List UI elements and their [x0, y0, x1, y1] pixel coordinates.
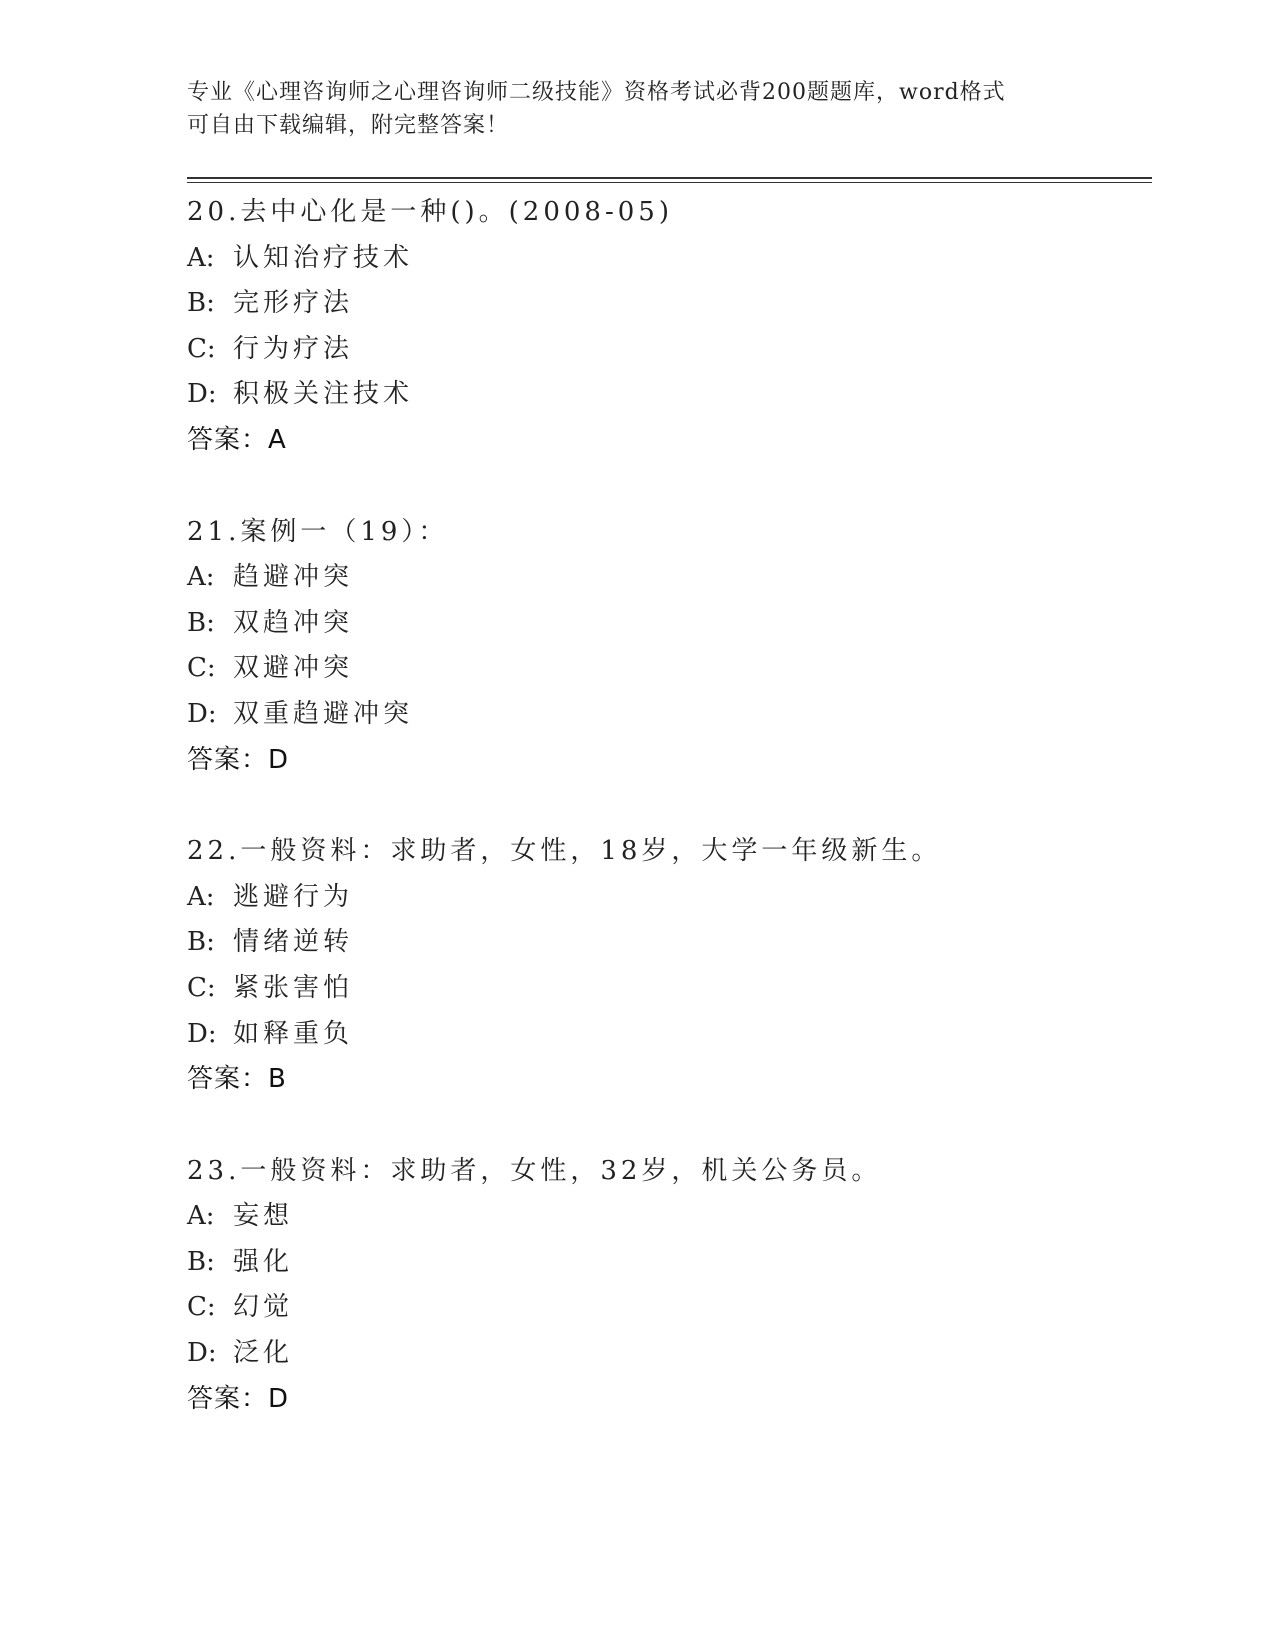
option-text: 幻觉: [233, 1292, 294, 1323]
option-text: 双避冲突: [233, 653, 354, 684]
answer-line: 答案：B: [187, 1064, 287, 1095]
option-text: 双趋冲突: [233, 607, 354, 638]
header-line-2: 可自由下载编辑，附完整答案！: [187, 113, 510, 138]
option-key: A:: [187, 242, 215, 273]
option-key: C:: [187, 653, 216, 684]
document-header: [187, 76, 1067, 142]
option-d: [187, 1331, 1147, 1377]
option-key: D:: [187, 1018, 217, 1049]
option-text: 行为疗法: [233, 333, 354, 364]
option-key: B:: [187, 927, 215, 958]
option-key: A:: [187, 1201, 215, 1232]
option-b: [187, 281, 1147, 327]
option-text: 趋避冲突: [233, 562, 354, 593]
question-list: [187, 190, 1147, 1468]
option-key: B:: [187, 288, 215, 319]
question-stem: 20.去中心化是一种()。(2008-05): [187, 197, 673, 227]
option-a: [187, 555, 1147, 601]
header-line-1: 专业《心理咨询师之心理咨询师二级技能》资格考试必背200题题库，word格式: [187, 80, 1006, 105]
answer-line: 答案：D: [187, 744, 290, 775]
option-c: [187, 966, 1147, 1012]
option-key: D:: [187, 698, 217, 729]
question-23: [187, 1149, 1147, 1423]
option-b: [187, 601, 1147, 647]
option-text: 紧张害怕: [233, 972, 354, 1003]
answer-line: 答案：D: [187, 1383, 290, 1414]
option-text: 双重趋避冲突: [233, 698, 414, 729]
option-b: [187, 1240, 1147, 1286]
option-key: B:: [187, 607, 215, 638]
answer-line: 答案：A: [187, 424, 287, 455]
option-c: [187, 1285, 1147, 1331]
option-text: 情绪逆转: [233, 927, 354, 958]
question-21: [187, 510, 1147, 784]
question-stem: 22.一般资料：求助者，女性，18岁，大学一年级新生。: [187, 836, 942, 867]
option-b: [187, 920, 1147, 966]
option-key: A:: [187, 881, 215, 912]
question-20: [187, 190, 1147, 464]
option-text: 积极关注技术: [233, 379, 414, 410]
header-divider-thin: [187, 182, 1152, 183]
option-d: [187, 372, 1147, 418]
option-key: C:: [187, 1292, 216, 1323]
option-key: C:: [187, 972, 216, 1003]
option-text: 逃避行为: [233, 881, 354, 912]
question-stem: 21.案例一（19）：: [187, 516, 449, 547]
option-a: [187, 236, 1147, 282]
option-c: [187, 327, 1147, 373]
question-stem: 23.一般资料：求助者，女性，32岁，机关公务员。: [187, 1155, 882, 1186]
option-text: 如释重负: [233, 1018, 354, 1049]
option-text: 完形疗法: [233, 288, 354, 319]
option-text: 认知治疗技术: [233, 242, 414, 273]
option-key: D:: [187, 379, 217, 410]
option-a: [187, 875, 1147, 921]
option-d: [187, 692, 1147, 738]
option-text: 泛化: [233, 1338, 294, 1369]
question-22: [187, 829, 1147, 1103]
option-key: D:: [187, 1338, 217, 1369]
option-c: [187, 646, 1147, 692]
option-a: [187, 1194, 1147, 1240]
option-d: [187, 1012, 1147, 1058]
header-divider-thick: [187, 177, 1152, 179]
option-key: C:: [187, 333, 216, 364]
option-key: B:: [187, 1246, 215, 1277]
option-key: A:: [187, 562, 215, 593]
option-text: 妄想: [233, 1201, 294, 1232]
option-text: 强化: [233, 1246, 294, 1277]
